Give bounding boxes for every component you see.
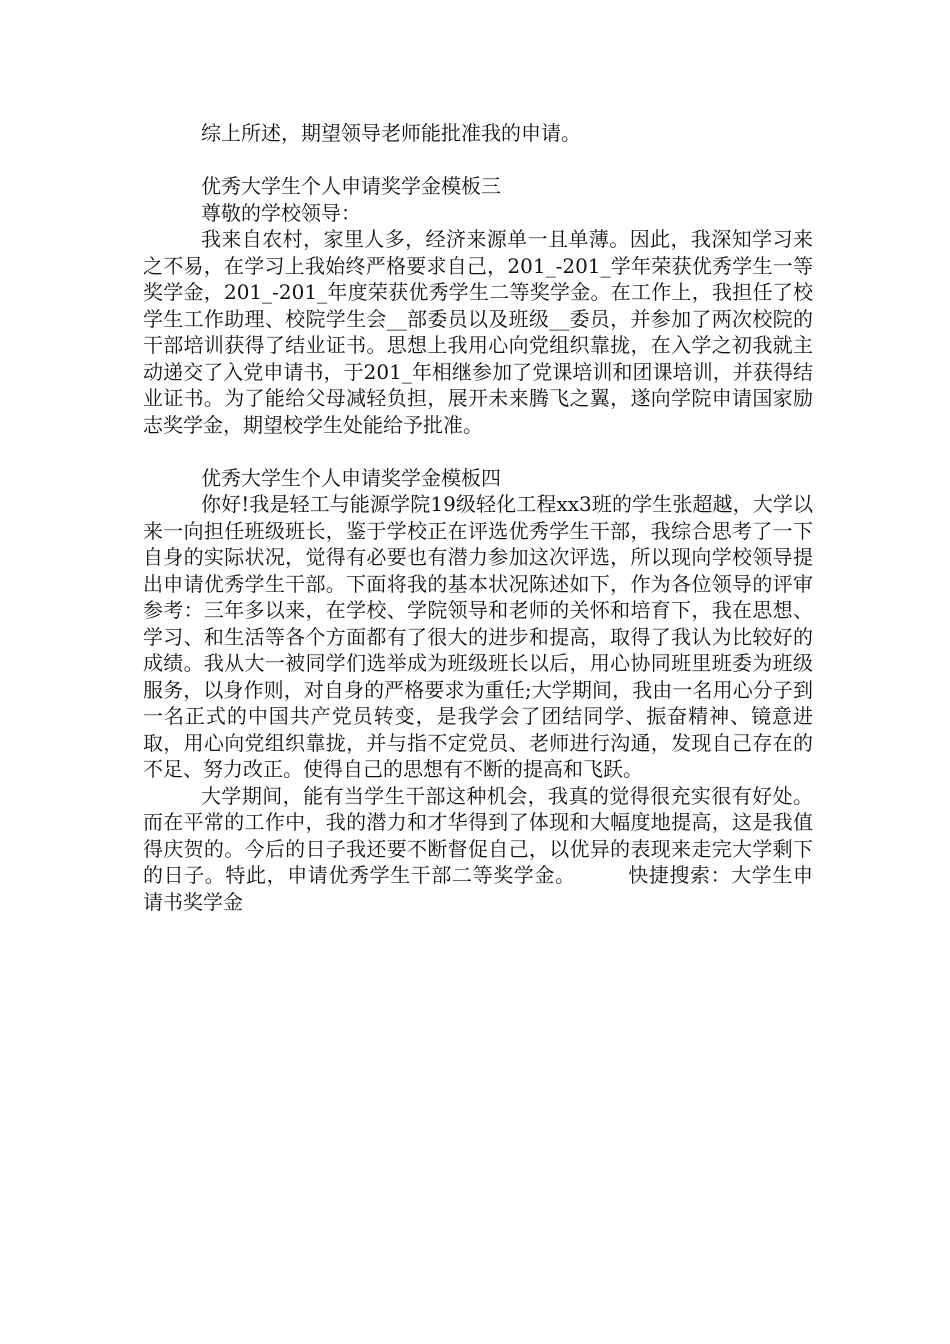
closing-line: 综上所述，期望领导老师能批准我的申请。 <box>201 121 581 145</box>
template4-body-2 <box>143 783 813 916</box>
template4-body-1: 你好!我是轻工与能源学院19级轻化工程xx3班的学生张超越，大学以来一向担任班级班长，鉴于学校正在评选优秀学生干部，我综合思考了一下自身的实际状况，觉得有必要也有潜力参加这次评选，所以现向学校领导提出申请优秀学生干部。下面将我的基本状况陈述如下，作为各位领导的评审参考：三年多以来，在学校、学院领导和老师的关怀和培育下，我在思想、学习、和生活等各个方面都有了很大的进步和提高，取得了我认为比较好的成绩。我从大一被同学们选举成为班级班长以后，用心协同班里班委为班级服务，以身作则，对自身的严格要求为重任;大学期间，我由一名用心分子到一名正式的中国共产党员转变，是我学会了团结同学、振奋精神、镜意进取，用心向党组织靠拢，并与指不定党员、老师进行沟通，发现自己存在的不足、努力改正。使得自己的思想有不断的提高和飞跃。 <box>143 492 813 781</box>
quick-search-line: 快捷搜索：大学生申请书奖学金 <box>143 863 814 914</box>
template3-title: 优秀大学生个人申请奖学金模板三 <box>201 174 501 198</box>
template3-body: 我来自农村，家里人多，经济来源单一且单薄。因此，我深知学习来之不易，在学习上我始终严格要求自己，201_-201_学年荣获优秀学生一等奖学金，201_-201_年度荣获优秀学生二等奖学金。在工作上，我担任了校学生工作助理、校院学生会__部委员以及班级__委员，并参加了两次校院的干部培训获得了结业证书。思想上我用心向党组织靠拢，在入学之初我就主动递交了入党申请书，于201_年相继参加了党课培训和团课培训，并获得结业证书。为了能给父母减轻负担，展开未来腾飞之翼，遂向学院申请国家励志奖学金，期望校学生处能给予批准。 <box>143 227 813 437</box>
template4-body-2-text: 大学期间，能有当学生干部这种机会，我真的觉得很充实很有好处。而在平常的工作中，我的潜力和才华得到了体现和大幅度地提高，这是我值得庆贺的。今后的日子我还要不断督促自己，以优异的表现来走完大学剩下的日子。特此，申请优秀学生干部二等奖学金。 <box>143 783 813 887</box>
template3-salutation: 尊敬的学校领导： <box>201 200 361 225</box>
template4-title: 优秀大学生个人申请奖学金模板四 <box>201 465 501 490</box>
paragraph-gap <box>143 147 813 174</box>
document-body <box>143 120 813 915</box>
paragraph-gap <box>143 438 813 465</box>
